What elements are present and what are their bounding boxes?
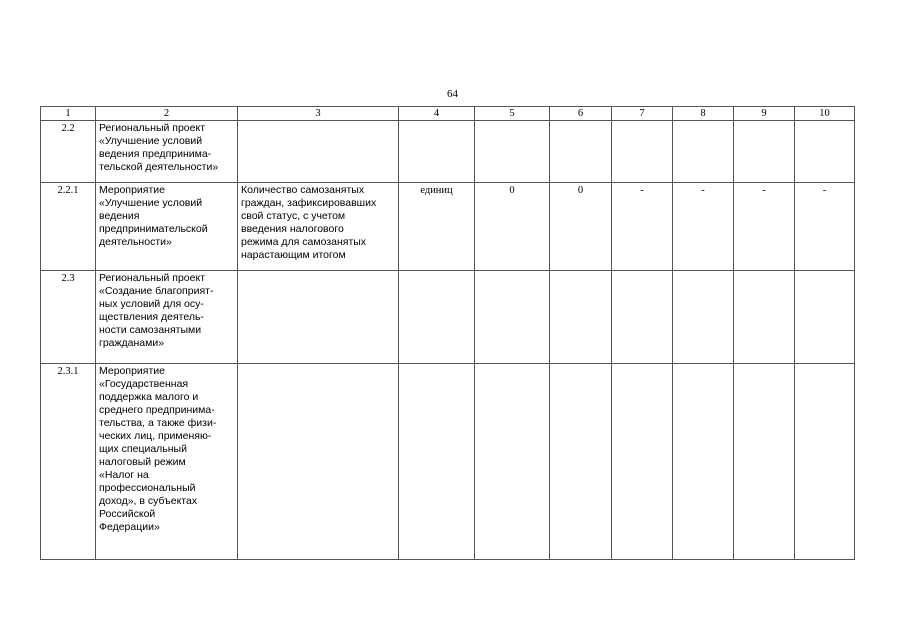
value-cell: [734, 364, 795, 560]
value-cell: [734, 121, 795, 183]
name-cell-line: доход», в субъектах: [99, 495, 198, 507]
name-cell-line: Мероприятие: [99, 184, 165, 196]
name-cell: [96, 271, 238, 364]
name-cell-line: предпринимательской: [99, 223, 208, 235]
row-number-cell: 2.2: [41, 121, 96, 183]
unit-cell: [399, 271, 475, 364]
value-cell: [734, 271, 795, 364]
table-row: [41, 364, 855, 560]
data-table: [40, 106, 855, 560]
value-cell: [795, 121, 855, 183]
row-number-cell: 2.3.1: [41, 364, 96, 560]
name-cell-line: ности самозанятыми: [99, 324, 202, 336]
row-number-cell: 2.2.1: [41, 183, 96, 271]
indicator-cell: [238, 271, 399, 364]
indicator-cell-line: введения налогового: [241, 223, 344, 235]
row-number-cell: 2.3: [41, 271, 96, 364]
value-cell: -: [734, 183, 795, 271]
value-cell: [475, 271, 550, 364]
name-cell-line: ведения: [99, 210, 140, 222]
unit-cell: [399, 121, 475, 183]
name-cell-line: «Улучшение условий: [99, 135, 203, 147]
column-header: 2: [96, 107, 238, 121]
indicator-cell-line: Количество самозанятых: [241, 184, 365, 196]
value-cell: [475, 121, 550, 183]
column-header: 4: [399, 107, 475, 121]
name-cell-line: среднего предпринима-: [99, 404, 215, 416]
page-number: 64: [447, 88, 458, 100]
value-cell: [795, 364, 855, 560]
column-header: 3: [238, 107, 399, 121]
value-cell: [612, 121, 673, 183]
name-cell-line: налоговый режим: [99, 456, 186, 468]
value-cell: [795, 271, 855, 364]
name-cell-line: Региональный проект: [99, 272, 206, 284]
column-header: 9: [734, 107, 795, 121]
table-row: [41, 183, 855, 271]
name-cell-line: щих специальный: [99, 443, 187, 455]
indicator-cell-line: нарастающим итогом: [241, 249, 346, 261]
name-cell-line: ществления деятель-: [99, 311, 204, 323]
value-cell: [673, 271, 734, 364]
unit-cell: единиц: [399, 183, 475, 271]
name-cell-line: «Создание благоприят-: [99, 285, 214, 297]
name-cell-line: тельской деятельности»: [99, 161, 219, 173]
unit-cell: [399, 364, 475, 560]
name-cell-line: профессиональный: [99, 482, 196, 494]
indicator-cell: [238, 121, 399, 183]
indicator-cell: [238, 364, 399, 560]
name-cell: [96, 364, 238, 560]
value-cell: [673, 121, 734, 183]
value-cell: [612, 364, 673, 560]
name-cell-line: Российской: [99, 508, 156, 520]
name-cell-line: деятельности»: [99, 236, 172, 248]
value-cell: 0: [475, 183, 550, 271]
value-cell: [550, 364, 612, 560]
name-cell-line: «Государственная: [99, 378, 189, 390]
column-header: 6: [550, 107, 612, 121]
column-header: 10: [795, 107, 855, 121]
table-row: [41, 271, 855, 364]
name-cell: [96, 183, 238, 271]
name-cell-line: ведения предпринима-: [99, 148, 212, 160]
name-cell-line: поддержка малого и: [99, 391, 199, 403]
value-cell: -: [795, 183, 855, 271]
indicator-cell-line: режима для самозанятых: [241, 236, 367, 248]
value-cell: 0: [550, 183, 612, 271]
value-cell: [475, 364, 550, 560]
header-row: [41, 107, 855, 121]
name-cell-line: «Улучшение условий: [99, 197, 203, 209]
indicator-cell-line: граждан, зафиксировавших: [241, 197, 377, 209]
indicator-cell: [238, 183, 399, 271]
value-cell: -: [612, 183, 673, 271]
column-header: 7: [612, 107, 673, 121]
name-cell-line: «Налог на: [99, 469, 149, 481]
value-cell: [612, 271, 673, 364]
value-cell: -: [673, 183, 734, 271]
table-row: [41, 121, 855, 183]
value-cell: [550, 121, 612, 183]
column-header: 5: [475, 107, 550, 121]
name-cell-line: гражданами»: [99, 337, 165, 349]
name-cell-line: Региональный проект: [99, 122, 206, 134]
name-cell: [96, 121, 238, 183]
value-cell: [673, 364, 734, 560]
column-header: 8: [673, 107, 734, 121]
indicator-cell-line: свой статус, с учетом: [241, 210, 346, 222]
name-cell-line: тельства, а также физи-: [99, 417, 217, 429]
name-cell-line: Федерации»: [99, 521, 160, 533]
name-cell-line: ческих лиц, применяю-: [99, 430, 212, 442]
name-cell-line: Мероприятие: [99, 365, 165, 377]
value-cell: [550, 271, 612, 364]
column-header: 1: [41, 107, 96, 121]
name-cell-line: ных условий для осу-: [99, 298, 204, 310]
